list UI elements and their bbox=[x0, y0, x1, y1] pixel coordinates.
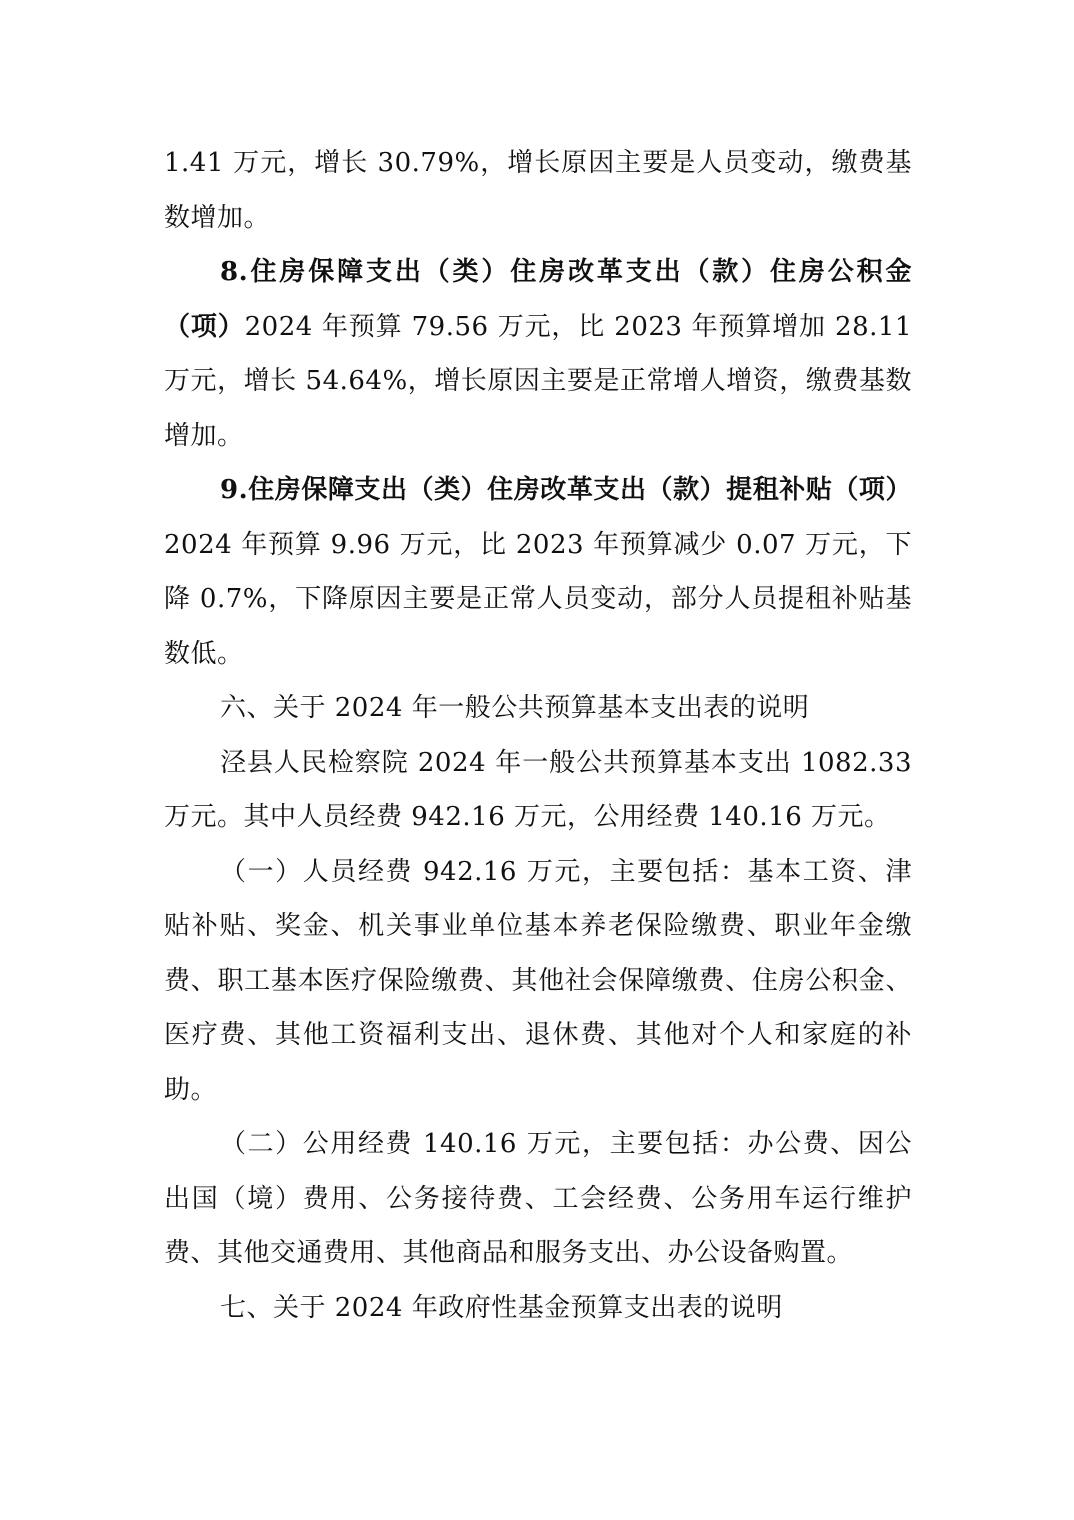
paragraph-rent-subsidy bbox=[164, 463, 912, 681]
paragraph-personnel-expenses: （一）人员经费 942.16 万元，主要包括：基本工资、津贴补贴、奖金、机关事业单位基本养老保险缴费、职业年金缴费、职工基本医疗保险缴费、其他社会保障缴费、住房公积金、医疗费、其他工资福利支出、退休费、其他对个人和家庭的补助。 bbox=[164, 856, 912, 1105]
section-heading-7: 七、关于 2024 年政府性基金预算支出表的说明 bbox=[220, 1292, 783, 1323]
paragraph-basic-expenditure: 泾县人民检察院 2024 年一般公共预算基本支出 1082.33 万元。其中人员经费 942.16 万元，公用经费 140.16 万元。 bbox=[164, 747, 912, 832]
document-body bbox=[164, 136, 912, 1335]
section-heading-6: 六、关于 2024 年一般公共预算基本支出表的说明 bbox=[220, 693, 810, 723]
item-body-housing-fund: 2024 年预算 79.56 万元，比 2023 年预算增加 28.11 万元，增长 54.64%，增长原因主要是正常增人增资，缴费基数增加。 bbox=[164, 311, 912, 451]
item-title-housing-fund: 8.住房保障支出（类）住房改革支出（款）住房公积金（项） bbox=[164, 257, 912, 342]
item-title-rent-subsidy: 9.住房保障支出（类）住房改革支出（款）提租补贴（项） bbox=[220, 475, 912, 505]
paragraph-public-expenses: （二）公用经费 140.16 万元，主要包括：办公费、因公出国（境）费用、公务接待费、工会经费、公务用车运行维护费、其他交通费用、其他商品和服务支出、办公设备购置。 bbox=[164, 1129, 912, 1268]
item-body-rent-subsidy: 2024 年预算 9.96 万元，比 2023 年预算减少 0.07 万元，下降 0.7%，下降原因主要是正常人员变动，部分人员提租补贴基数低。 bbox=[164, 529, 912, 669]
paragraph-housing-fund bbox=[164, 245, 912, 463]
paragraph-continuation: 1.41 万元，增长 30.79%，增长原因主要是人员变动，缴费基数增加。 bbox=[164, 148, 912, 233]
